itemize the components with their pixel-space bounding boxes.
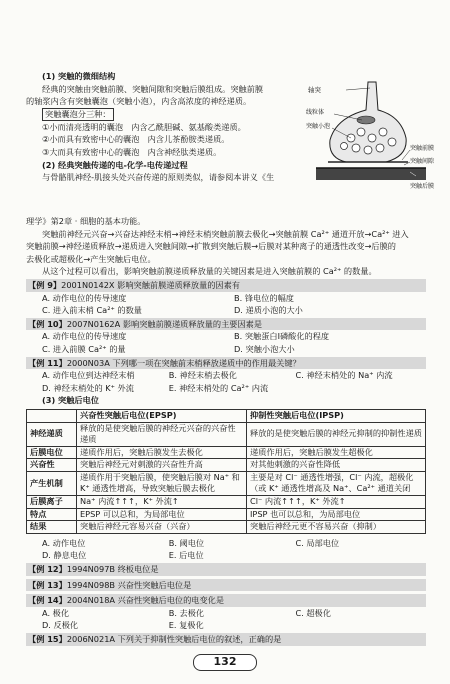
example-text: 2007N0162A 影响突触前膜递质释放量的主要因素是 (66, 318, 263, 329)
table-cell: 释放的是使突触后膜的神经元兴奋的兴奋性递质 (77, 422, 247, 446)
option-d: D. 神经末梢处的 K⁺ 外流 (42, 382, 134, 393)
table-cell: 递质作用后，突触后膜发生去极化 (77, 446, 247, 459)
table-row (27, 459, 426, 472)
option-c: C. 进入前末梢 Ca²⁺ 的数量 (42, 305, 142, 316)
option-b: B. 突触蛋白Ⅰ磷酸化的程度 (234, 331, 330, 342)
table-header-cell (27, 409, 77, 422)
epsp-ipsp-table (26, 409, 426, 534)
option-e: E. 后电位 (168, 550, 204, 561)
figure-label-cleft: 突触间隙 (410, 158, 435, 165)
table-row (27, 446, 426, 459)
heading-postsynaptic-potential: (3) 突触后电位 (42, 395, 99, 406)
process-paragraph-line: 突触前神经元兴奋→兴奋达神经末梢→神经末梢突触前膜去极化→突触前膜 Ca²⁺ 通道开放→Ca²⁺ 进入 (42, 228, 409, 239)
example-11-question (26, 357, 426, 370)
table-row-header: 神经递质 (27, 422, 77, 446)
table-cell: EPSP 可以总和，为局部电位 (77, 508, 247, 521)
intro-paragraph-line: 经典的突触由突触前膜、突触间隙和突触后膜组成。突触前膜 (42, 83, 264, 94)
example-9-options (26, 292, 426, 305)
option-a: A. 极化 (42, 607, 70, 618)
table-header-cell: 兴奋性突触后电位(EPSP) (77, 409, 247, 422)
example-tag: 【例 14】 (28, 595, 67, 606)
intro-paragraph-line: 的轴浆内含有突触囊泡（突触小泡），内含高浓度的神经递质。 (26, 96, 252, 107)
example-10-options (26, 330, 426, 343)
option-d: D. 递质小泡的大小 (234, 305, 303, 316)
example-14-options (26, 607, 426, 620)
table-header-row (27, 409, 426, 422)
table-cell: 释放的是使突触后膜的神经元抑制的抑制性递质 (247, 422, 426, 446)
table-cell: 递质作用后，突触后膜发生超极化 (247, 446, 426, 459)
table-cell: IPSP 也可以总和，为局部电位 (247, 508, 426, 521)
option-c: C. 局部电位 (295, 537, 340, 548)
vesicle-types-title (26, 108, 288, 121)
option-c: C. 神经末梢处的 Na⁺ 内流 (295, 370, 393, 381)
option-d: D. 反极化 (42, 620, 79, 631)
table-row-header: 特点 (27, 508, 77, 521)
synapse-diagram (306, 80, 436, 190)
transmission-paragraph-line: 与骨骼肌神经-肌接头处兴奋传递的原则类似，请参阅本讲义《生 (42, 172, 275, 183)
option-c: C. 进入前膜 Ca²⁺ 的量 (42, 343, 126, 354)
figure-label-axon: 轴突 (308, 86, 321, 94)
table-cell: Na⁺ 内流↑↑↑，K⁺ 外流↑ (77, 496, 247, 509)
table-cell: 主要是对 Cl⁻ 通透性增强，Cl⁻ 内流，超极化（或 K⁺ 通透性增高及 Na⁺、Ca²⁺ 通道关闭 (247, 471, 426, 495)
example-tag: 【例 11】 (28, 357, 67, 368)
transmission-paragraph-line: 理学》第2章 · 细胞的基本功能。 (26, 216, 146, 226)
page-content (26, 70, 435, 646)
figure-label-mitochondria: 线粒体 (306, 109, 325, 116)
example-14-question (26, 594, 426, 607)
process-paragraph-line: 去极化或超极化→产生突触后电位。 (26, 253, 156, 264)
example-10-question (26, 318, 426, 331)
example-text: 2001N0142X 影响突触前膜递质释放量的因素有 (61, 279, 240, 290)
table-cell: 突触后神经元容易兴奋（兴奋） (77, 521, 247, 534)
example-tag: 【例 10】 (28, 318, 67, 329)
figure-label-postsynaptic-membrane: 突触后膜 (410, 183, 435, 190)
example-12-question (26, 563, 426, 576)
option-d: D. 静息电位 (42, 550, 87, 561)
example-tag: 【例 9】 (28, 279, 62, 290)
heading-transmission: (2) 经典突触传递的电-化学-电传递过程 (42, 159, 188, 170)
intro-text (26, 70, 288, 184)
option-c: C. 超极化 (295, 607, 331, 618)
table-cell: 突触后神经元更不容易兴奋（抑制） (247, 521, 426, 534)
table-row-header: 产生机制 (27, 471, 77, 495)
option-a: A. 动作电位的传导速度 (42, 292, 127, 303)
example-9-question (26, 279, 426, 292)
table-row (27, 471, 426, 495)
option-a: A. 动作电位 (42, 537, 86, 548)
table-row (27, 508, 426, 521)
process-paragraph-line: 突触前膜→神经递质释放→递质进入突触间隙→扩散到突触后膜→后膜对某种离子的通透性改变→后膜的 (26, 241, 396, 252)
vesicle-type-item: ②小而具有致密中心的囊泡 内含儿茶酚胺类递质。 (42, 134, 230, 145)
table-row (27, 422, 426, 446)
table-row (27, 496, 426, 509)
vesicle-type-item: ③大而具有致密中心的囊泡 内含神经肽类递质。 (42, 146, 222, 157)
option-b: B. 去极化 (168, 607, 205, 618)
potential-options (26, 549, 426, 562)
key-factor-paragraph: 从这个过程可以看出，影响突触前膜递质释放量的关键因素是进入突触前膜的 Ca²⁺ 的数量。 (42, 266, 377, 277)
table-row-header: 结果 (27, 521, 77, 534)
option-b: B. 神经末梢去极化 (168, 370, 237, 381)
potential-options (26, 537, 426, 550)
vesicle-type-item: ①小而清亮透明的囊泡 内含乙酰胆碱、氨基酸类递质。 (42, 121, 246, 132)
page-footer (0, 654, 450, 671)
page-number: 132 (193, 654, 258, 671)
example-11-options (26, 382, 426, 395)
example-13-question (26, 579, 426, 592)
example-10-options (26, 343, 426, 356)
example-tag: 【例 15】 (28, 634, 67, 644)
table-cell: 对其他刺激的兴奋性降低 (247, 459, 426, 472)
example-text: 2000N03A 下列哪一项在突触前末梢释放递质中的作用最关键？ (66, 357, 301, 368)
option-b: B. 锋电位的幅度 (234, 292, 294, 303)
table-cell: Cl⁻ 内流↑↑↑，K⁺ 外流↑ (247, 496, 426, 509)
option-a: A. 动作电位的传导速度 (42, 331, 127, 342)
synapse-intro (26, 70, 435, 215)
example-tag: 【例 13】 (28, 579, 67, 590)
table-cell: 突触后神经元对刺激的兴奋性升高 (77, 459, 247, 472)
figure-label-vesicle: 突触小泡 (306, 123, 331, 130)
example-text: 1994N098B 兴奋性突触后电位是 (66, 579, 192, 590)
table-row-header: 兴奋性 (27, 459, 77, 472)
option-e: E. 神经末梢处的 Ca²⁺ 内流 (168, 382, 269, 393)
example-tag: 【例 12】 (28, 564, 67, 575)
table-row-header: 后膜离子 (27, 496, 77, 509)
table-cell: 递质作用于突触后膜，使突触后膜对 Na⁺ 和 K⁺ 通透性增高，导致突触后膜去极化 (77, 471, 247, 495)
example-11-options (26, 369, 426, 382)
vesicle-types-label: 突触囊泡分三种： (42, 108, 114, 121)
example-9-options (26, 304, 426, 317)
example-14-options (26, 619, 426, 632)
table-row (27, 521, 426, 534)
heading-synapse-structure: (1) 突触的微细结构 (42, 71, 116, 81)
example-text: 1994N097B 终板电位是 (66, 564, 159, 575)
example-text: 2004N018A 兴奋性突触后电位的电变化是 (66, 595, 225, 606)
table-row-header: 后膜电位 (27, 446, 77, 459)
option-a: A. 动作电位到达神经末梢 (42, 370, 135, 381)
option-e: E. 复极化 (168, 620, 204, 631)
figure-label-presynaptic-membrane: 突触前膜 (410, 145, 435, 152)
example-text: 2006N021A 下列关于抑制性突触后电位的叙述，正确的是 (66, 634, 282, 644)
option-d: D. 突触小泡大小 (234, 343, 295, 354)
example-15-question (26, 633, 426, 646)
option-b: B. 阈电位 (168, 537, 205, 548)
table-header-cell: 抑制性突触后电位(IPSP) (247, 409, 426, 422)
